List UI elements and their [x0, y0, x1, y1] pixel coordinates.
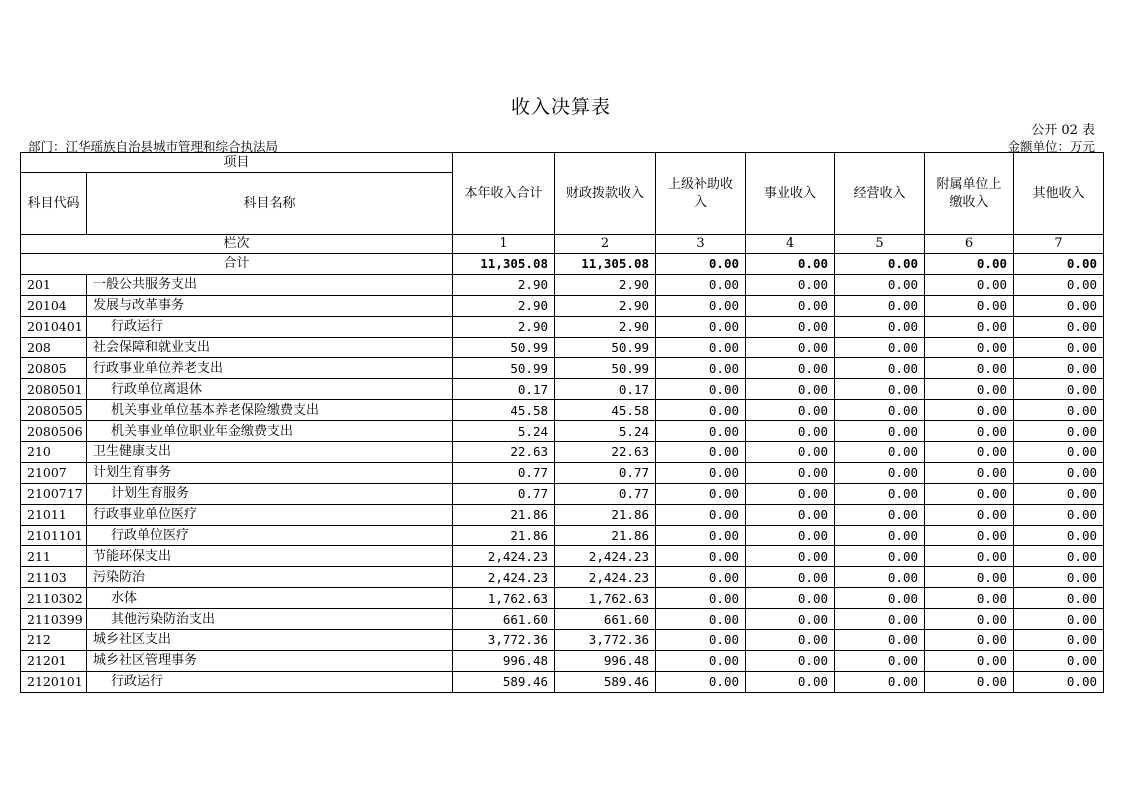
amount-cell: 0.00	[1014, 358, 1104, 379]
row-label-header: 栏次	[21, 235, 453, 254]
subject-code: 20805	[21, 358, 87, 379]
amount-cell: 5.24	[453, 421, 555, 442]
total-value: 11,305.08	[453, 254, 555, 275]
amount-cell: 0.00	[835, 421, 925, 442]
col-num-2: 2	[555, 235, 656, 254]
amount-cell: 0.00	[1014, 337, 1104, 358]
subject-name: 卫生健康支出	[87, 442, 453, 463]
table-row	[21, 462, 1104, 483]
amount-cell: 22.63	[453, 442, 555, 463]
amount-cell: 1,762.63	[453, 588, 555, 609]
amount-cell: 0.00	[1014, 442, 1104, 463]
amount-cell: 0.00	[746, 588, 835, 609]
col-num-4: 4	[746, 235, 835, 254]
subject-code: 210	[21, 442, 87, 463]
subject-name: 行政单位医疗	[87, 525, 453, 546]
table-row	[21, 274, 1104, 295]
project-header: 项目	[21, 153, 453, 173]
amount-cell: 0.00	[925, 274, 1014, 295]
amount-cell: 0.00	[925, 630, 1014, 651]
amount-cell: 50.99	[555, 337, 656, 358]
amount-cell: 3,772.36	[453, 630, 555, 651]
amount-cell: 0.00	[656, 295, 746, 316]
amount-cell: 0.77	[453, 462, 555, 483]
amount-cell: 0.00	[746, 400, 835, 421]
amount-cell: 2.90	[555, 274, 656, 295]
total-value: 0.00	[746, 254, 835, 275]
table-row	[21, 421, 1104, 442]
amount-cell: 0.00	[1014, 316, 1104, 337]
subject-name: 其他污染防治支出	[87, 609, 453, 630]
amount-cell: 2.90	[453, 316, 555, 337]
amount-cell: 0.77	[555, 483, 656, 504]
amount-cell: 45.58	[453, 400, 555, 421]
amount-cell: 661.60	[555, 609, 656, 630]
table-row	[21, 588, 1104, 609]
amount-cell: 0.00	[835, 400, 925, 421]
amount-cell: 0.00	[835, 650, 925, 671]
amount-cell: 0.00	[1014, 504, 1104, 525]
amount-cell: 0.00	[925, 525, 1014, 546]
amount-cell: 0.00	[925, 337, 1014, 358]
amount-cell: 0.00	[1014, 400, 1104, 421]
subject-code: 21007	[21, 462, 87, 483]
amount-cell: 0.00	[656, 400, 746, 421]
subject-name: 一般公共服务支出	[87, 274, 453, 295]
col-num-6: 6	[925, 235, 1014, 254]
amount-cell: 0.00	[925, 400, 1014, 421]
amount-cell: 0.00	[746, 650, 835, 671]
subject-code: 21011	[21, 504, 87, 525]
amount-cell: 21.86	[555, 525, 656, 546]
table-row	[21, 483, 1104, 504]
amount-cell: 0.00	[656, 609, 746, 630]
amount-cell: 2,424.23	[453, 546, 555, 567]
amount-cell: 50.99	[453, 337, 555, 358]
amount-cell: 0.00	[746, 337, 835, 358]
amount-cell: 2,424.23	[453, 567, 555, 588]
amount-cell: 0.00	[925, 588, 1014, 609]
amount-cell: 0.00	[746, 358, 835, 379]
amount-cell: 0.00	[835, 483, 925, 504]
amount-cell: 0.00	[656, 358, 746, 379]
subject-name: 行政运行	[87, 316, 453, 337]
amount-cell: 0.00	[656, 316, 746, 337]
amount-cell: 2.90	[555, 316, 656, 337]
subject-code: 21103	[21, 567, 87, 588]
amount-cell: 0.00	[746, 630, 835, 651]
amount-cell: 0.00	[1014, 421, 1104, 442]
amount-cell: 0.00	[746, 442, 835, 463]
amount-cell: 45.58	[555, 400, 656, 421]
subject-code: 21201	[21, 650, 87, 671]
table-row	[21, 650, 1104, 671]
amount-cell: 0.00	[925, 504, 1014, 525]
amount-cell: 0.00	[835, 274, 925, 295]
amount-cell: 0.00	[656, 442, 746, 463]
amount-cell: 0.00	[925, 483, 1014, 504]
subject-code: 2120101	[21, 671, 87, 692]
amount-cell: 0.00	[746, 421, 835, 442]
amount-cell: 2,424.23	[555, 567, 656, 588]
subject-name: 行政事业单位养老支出	[87, 358, 453, 379]
amount-cell: 0.00	[656, 546, 746, 567]
amount-cell: 0.00	[835, 609, 925, 630]
subject-name: 计划生育服务	[87, 483, 453, 504]
amount-cell: 0.77	[453, 483, 555, 504]
subject-code: 2080506	[21, 421, 87, 442]
col-header-1: 本年收入合计	[453, 153, 555, 235]
total-value: 0.00	[1014, 254, 1104, 275]
amount-cell: 0.00	[835, 295, 925, 316]
table-row	[21, 567, 1104, 588]
amount-cell: 0.00	[656, 630, 746, 651]
amount-cell: 2.90	[555, 295, 656, 316]
subject-name: 城乡社区支出	[87, 630, 453, 651]
table-row	[21, 504, 1104, 525]
total-value: 0.00	[656, 254, 746, 275]
amount-cell: 50.99	[453, 358, 555, 379]
amount-cell: 589.46	[453, 671, 555, 692]
amount-cell: 2,424.23	[555, 546, 656, 567]
subject-code: 208	[21, 337, 87, 358]
table-row	[21, 671, 1104, 692]
amount-cell: 0.00	[835, 567, 925, 588]
amount-cell: 0.00	[746, 504, 835, 525]
amount-cell: 0.00	[1014, 630, 1104, 651]
income-table	[20, 152, 1104, 693]
subject-code: 20104	[21, 295, 87, 316]
code-header: 科目代码	[21, 173, 87, 235]
amount-cell: 0.00	[835, 546, 925, 567]
amount-cell: 0.00	[835, 462, 925, 483]
amount-cell: 2.90	[453, 295, 555, 316]
amount-cell: 0.00	[925, 650, 1014, 671]
subject-name: 社会保障和就业支出	[87, 337, 453, 358]
amount-cell: 0.00	[746, 379, 835, 400]
total-row	[21, 254, 1104, 275]
amount-cell: 0.00	[835, 358, 925, 379]
amount-cell: 0.00	[1014, 546, 1104, 567]
subject-code: 2080505	[21, 400, 87, 421]
amount-cell: 0.00	[656, 337, 746, 358]
amount-cell: 0.00	[746, 483, 835, 504]
amount-cell: 0.00	[746, 609, 835, 630]
amount-cell: 0.00	[746, 525, 835, 546]
amount-cell: 0.00	[656, 274, 746, 295]
amount-cell: 0.00	[925, 567, 1014, 588]
subject-name: 机关事业单位基本养老保险缴费支出	[87, 400, 453, 421]
amount-cell: 0.00	[746, 546, 835, 567]
total-value: 11,305.08	[555, 254, 656, 275]
amount-cell: 0.00	[835, 504, 925, 525]
amount-cell: 0.00	[1014, 525, 1104, 546]
amount-cell: 0.00	[1014, 650, 1104, 671]
table-row	[21, 525, 1104, 546]
department-label: 部门：江华瑶族自治县城市管理和综合执法局	[28, 139, 279, 154]
amount-cell: 0.00	[1014, 671, 1104, 692]
amount-cell: 0.00	[656, 421, 746, 442]
amount-cell: 0.00	[1014, 588, 1104, 609]
table-row	[21, 442, 1104, 463]
table-body	[21, 254, 1104, 693]
amount-cell: 5.24	[555, 421, 656, 442]
amount-cell: 0.00	[656, 567, 746, 588]
name-header: 科目名称	[87, 173, 453, 235]
table-row	[21, 609, 1104, 630]
col-header-7: 其他收入	[1014, 153, 1104, 235]
amount-cell: 0.00	[925, 462, 1014, 483]
amount-cell: 0.00	[835, 337, 925, 358]
amount-cell: 0.00	[746, 671, 835, 692]
subject-code: 2100717	[21, 483, 87, 504]
col-header-5: 经营收入	[835, 153, 925, 235]
amount-cell: 2.90	[453, 274, 555, 295]
amount-cell: 22.63	[555, 442, 656, 463]
amount-cell: 0.00	[925, 379, 1014, 400]
amount-cell: 0.00	[835, 630, 925, 651]
amount-cell: 0.00	[656, 525, 746, 546]
subject-code: 2080501	[21, 379, 87, 400]
table-row	[21, 337, 1104, 358]
amount-cell: 0.00	[925, 609, 1014, 630]
col-header-6: 附属单位上缴收入	[925, 153, 1014, 235]
amount-cell: 0.00	[656, 650, 746, 671]
amount-cell: 661.60	[453, 609, 555, 630]
subject-code: 2101101	[21, 525, 87, 546]
amount-cell: 0.00	[656, 671, 746, 692]
amount-cell: 0.00	[835, 588, 925, 609]
amount-cell: 0.00	[925, 316, 1014, 337]
amount-cell: 0.00	[925, 421, 1014, 442]
subject-name: 计划生育事务	[87, 462, 453, 483]
form-number: 公开 02 表	[1031, 123, 1095, 138]
amount-cell: 0.00	[1014, 379, 1104, 400]
table-row	[21, 316, 1104, 337]
amount-cell: 0.00	[656, 504, 746, 525]
subject-code: 2110399	[21, 609, 87, 630]
subject-code: 201	[21, 274, 87, 295]
amount-unit-label: 金额单位：万元	[1007, 139, 1095, 154]
subject-name: 行政事业单位医疗	[87, 504, 453, 525]
total-value: 0.00	[835, 254, 925, 275]
subject-name: 水体	[87, 588, 453, 609]
amount-cell: 0.00	[746, 316, 835, 337]
amount-cell: 0.00	[835, 316, 925, 337]
subject-name: 机关事业单位职业年金缴费支出	[87, 421, 453, 442]
col-num-5: 5	[835, 235, 925, 254]
amount-cell: 0.00	[925, 295, 1014, 316]
amount-cell: 1,762.63	[555, 588, 656, 609]
col-header-3: 上级补助收入	[656, 153, 746, 235]
total-label: 合计	[21, 254, 453, 275]
amount-cell: 0.00	[835, 671, 925, 692]
amount-cell: 996.48	[453, 650, 555, 671]
amount-cell: 0.00	[656, 379, 746, 400]
amount-cell: 0.00	[656, 462, 746, 483]
table-row	[21, 358, 1104, 379]
col-header-2: 财政拨款收入	[555, 153, 656, 235]
amount-cell: 0.00	[746, 462, 835, 483]
subject-name: 发展与改革事务	[87, 295, 453, 316]
table-row	[21, 630, 1104, 651]
amount-cell: 0.00	[656, 483, 746, 504]
col-num-3: 3	[656, 235, 746, 254]
amount-cell: 0.00	[1014, 567, 1104, 588]
subject-code: 2010401	[21, 316, 87, 337]
table-row	[21, 379, 1104, 400]
table-row	[21, 400, 1104, 421]
amount-cell: 0.00	[1014, 609, 1104, 630]
amount-cell: 0.00	[925, 358, 1014, 379]
subject-name: 行政运行	[87, 671, 453, 692]
col-num-7: 7	[1014, 235, 1104, 254]
amount-cell: 0.00	[925, 442, 1014, 463]
amount-cell: 0.17	[453, 379, 555, 400]
amount-cell: 0.77	[555, 462, 656, 483]
subject-name: 节能环保支出	[87, 546, 453, 567]
subject-name: 污染防治	[87, 567, 453, 588]
amount-cell: 0.00	[925, 546, 1014, 567]
amount-cell: 0.00	[1014, 483, 1104, 504]
subject-code: 2110302	[21, 588, 87, 609]
col-num-1: 1	[453, 235, 555, 254]
amount-cell: 0.00	[746, 567, 835, 588]
total-value: 0.00	[925, 254, 1014, 275]
amount-cell: 21.86	[453, 525, 555, 546]
amount-cell: 3,772.36	[555, 630, 656, 651]
amount-cell: 0.00	[746, 295, 835, 316]
subject-name: 城乡社区管理事务	[87, 650, 453, 671]
subject-name: 行政单位离退休	[87, 379, 453, 400]
amount-cell: 21.86	[453, 504, 555, 525]
amount-cell: 996.48	[555, 650, 656, 671]
table-row	[21, 546, 1104, 567]
amount-cell: 0.00	[925, 671, 1014, 692]
amount-cell: 0.00	[835, 442, 925, 463]
amount-cell: 0.00	[656, 588, 746, 609]
table-row	[21, 295, 1104, 316]
amount-cell: 0.00	[835, 525, 925, 546]
amount-cell: 0.17	[555, 379, 656, 400]
amount-cell: 50.99	[555, 358, 656, 379]
subject-code: 211	[21, 546, 87, 567]
amount-cell: 0.00	[835, 379, 925, 400]
amount-cell: 589.46	[555, 671, 656, 692]
amount-cell: 0.00	[1014, 295, 1104, 316]
amount-cell: 0.00	[1014, 274, 1104, 295]
subject-code: 212	[21, 630, 87, 651]
amount-cell: 21.86	[555, 504, 656, 525]
page-title: 收入决算表	[510, 96, 611, 118]
col-header-4: 事业收入	[746, 153, 835, 235]
amount-cell: 0.00	[1014, 462, 1104, 483]
amount-cell: 0.00	[746, 274, 835, 295]
